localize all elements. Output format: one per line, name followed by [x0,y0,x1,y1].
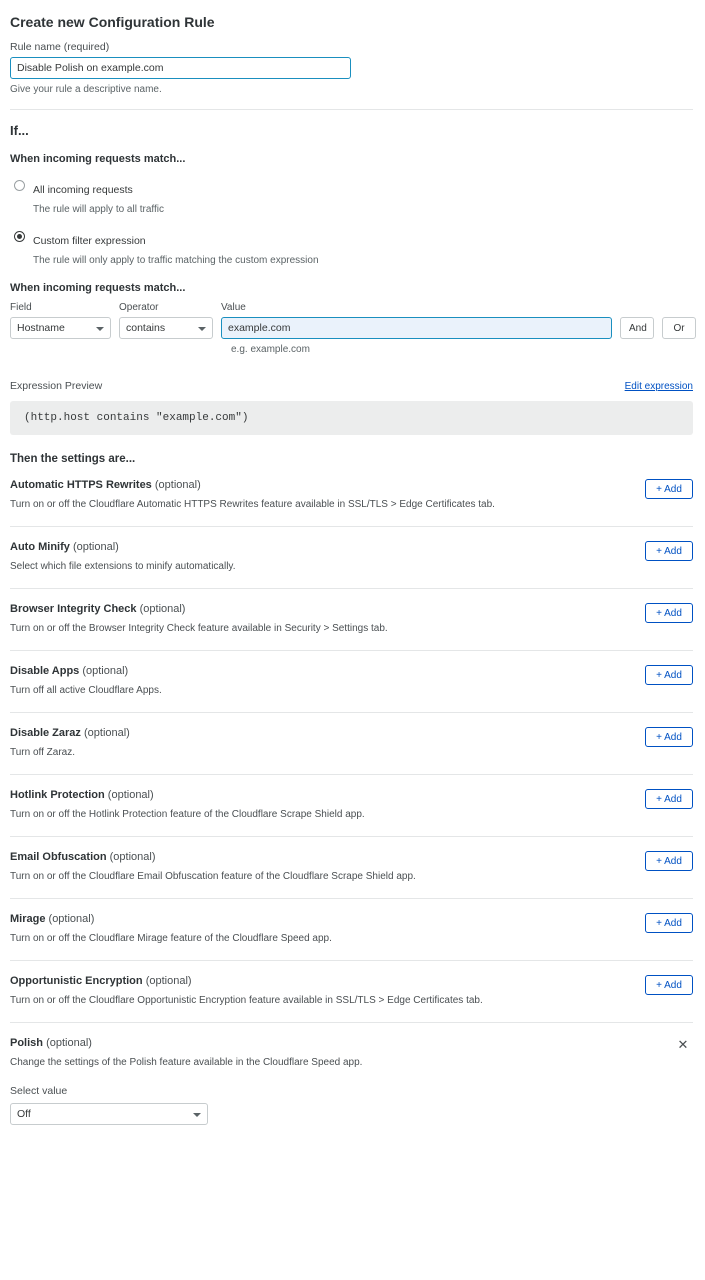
setting-description: Select which file extensions to minify automatically. [10,561,236,573]
setting-opportunistic-encryption [10,961,693,1023]
setting-name: Disable Apps [10,665,80,678]
value-input[interactable] [221,317,612,339]
field-label: Field [10,302,32,314]
setting-optional-tag: (optional) [72,541,119,554]
add-setting-button[interactable]: + Add [645,665,693,685]
setting-browser-integrity-check [10,589,693,651]
polish-select-value-label: Select value [10,1085,68,1098]
configuration-rule-page [0,8,705,1133]
setting-description: Turn on or off the Hotlink Protection feature of the Cloudflare Scrape Shield app. [10,809,365,821]
add-setting-button[interactable]: + Add [645,975,693,995]
chevron-down-icon [198,327,206,331]
setting-description: Turn off Zaraz. [10,747,76,759]
setting-name: Mirage [10,913,46,926]
setting-auto-minify [10,527,693,589]
rule-name-label: Rule name (required) [10,41,110,53]
close-icon[interactable]: ✕ [675,1037,691,1053]
polish-value-select-value: Off [17,1108,31,1121]
setting-name: Disable Zaraz [10,727,81,740]
setting-optional-tag: (optional) [46,1037,92,1050]
value-label: Value [221,302,246,314]
add-setting-button[interactable]: + Add [645,851,693,871]
setting-optional-tag: (optional) [48,913,95,926]
setting-description: Turn on or off the Cloudflare Automatic HTTPS Rewrites feature available in SSL/TLS > Edge Certificates tab. [10,499,495,511]
chevron-down-icon [193,1113,201,1117]
expression-preview-header [10,380,693,392]
setting-mirage [10,899,693,961]
expression-preview-box: (http.host contains "example.com") [10,401,693,435]
setting-name: Automatic HTTPS Rewrites [10,479,152,492]
radio-option-all-requests[interactable] [10,178,695,216]
setting-description: Turn off all active Cloudflare Apps. [10,685,162,697]
if-section-heading: If... [10,123,29,138]
radio-label-custom-filter: Custom filter expression [33,235,146,248]
setting-optional-tag: (optional) [145,975,192,988]
setting-polish [10,1023,693,1133]
setting-optional-tag: (optional) [154,479,201,492]
setting-description: Turn on or off the Cloudflare Opportunistic Encryption feature available in SSL/TLS > Edge Certificates tab. [10,995,483,1007]
setting-email-obfuscation [10,837,693,899]
add-setting-button[interactable]: + Add [645,789,693,809]
chevron-down-icon [96,327,104,331]
operator-select-value: contains [126,322,166,335]
setting-optional-tag: (optional) [109,851,156,864]
expression-builder-heading: When incoming requests match... [10,282,186,295]
or-button[interactable]: Or [662,317,696,339]
setting-name: Browser Integrity Check [10,603,137,616]
rule-name-input[interactable] [10,57,351,79]
add-setting-button[interactable]: + Add [645,913,693,933]
setting-name: Polish [10,1037,44,1050]
add-setting-button[interactable]: + Add [645,603,693,623]
rule-name-help: Give your rule a descriptive name. [10,84,162,95]
setting-name: Email Obfuscation [10,851,107,864]
setting-name: Hotlink Protection [10,789,105,802]
add-setting-button[interactable]: + Add [645,727,693,747]
operator-select[interactable] [119,317,213,339]
divider [10,109,693,110]
expression-builder-row [10,302,695,339]
radio-label-all-requests: All incoming requests [33,184,133,196]
setting-disable-zaraz [10,713,693,775]
edit-expression-link[interactable]: Edit expression [624,381,693,393]
setting-optional-tag: (optional) [82,665,129,678]
if-section-subheading: When incoming requests match... [10,153,186,165]
page-title: Create new Configuration Rule [10,14,215,30]
expression-preview-label: Expression Preview [10,380,103,393]
setting-description: Turn on or off the Cloudflare Mirage feature of the Cloudflare Speed app. [10,933,332,945]
setting-optional-tag: (optional) [83,727,130,740]
setting-name: Opportunistic Encryption [10,975,143,988]
setting-description: Turn on or off the Browser Integrity Check feature available in Security > Settings tab. [10,623,388,635]
setting-optional-tag: (optional) [139,603,186,616]
field-select[interactable] [10,317,111,339]
field-select-value: Hostname [17,322,65,335]
and-button[interactable]: And [620,317,654,339]
setting-description: Change the settings of the Polish feature available in the Cloudflare Speed app. [10,1057,363,1069]
radio-desc-all-requests: The rule will apply to all traffic [33,203,164,215]
radio-icon[interactable] [14,180,25,191]
add-setting-button[interactable]: + Add [645,541,693,561]
setting-automatic-https-rewrites [10,465,693,527]
operator-label: Operator [119,302,159,314]
setting-description: Turn on or off the Cloudflare Email Obfuscation feature of the Cloudflare Scrape Shield app. [10,871,416,883]
setting-optional-tag: (optional) [107,789,154,802]
setting-name: Auto Minify [10,541,70,554]
radio-desc-custom-filter: The rule will only apply to traffic matching the custom expression [33,254,319,266]
setting-disable-apps [10,651,693,713]
value-hint: e.g. example.com [231,344,310,356]
radio-option-custom-filter[interactable] [10,229,695,267]
add-setting-button[interactable]: + Add [645,479,693,499]
radio-icon-selected[interactable] [14,231,25,242]
setting-hotlink-protection [10,775,693,837]
then-section-heading: Then the settings are... [10,453,136,466]
polish-value-select[interactable] [10,1103,208,1125]
